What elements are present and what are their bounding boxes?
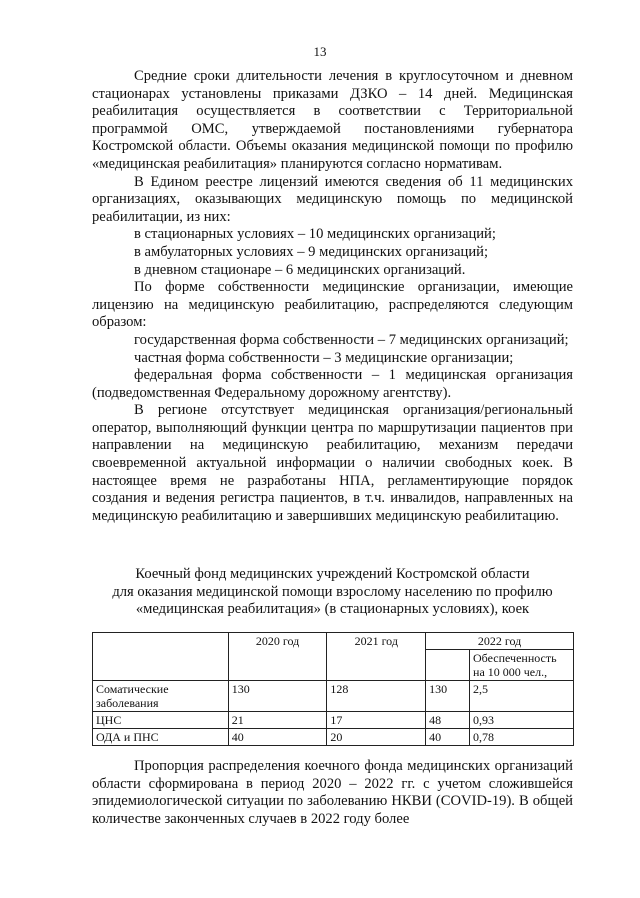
header-cell-2020: 2020 год [228, 633, 327, 681]
paragraph-routing-center: В регионе отсутствует медицинская организация/региональный оператор, выполняющий функции центра по маршрутизации пациентов при направлении на медицинскую реабилитацию, механизм передачи своевременной актуальной информации о наличии свободных коек. В настоящее время не разработаны НПА, регламентирующие порядок создания и ведения регистра пациентов, в т.ч. инвалидов, направленных на медицинскую реабилитацию и завершивших медицинскую реабилитацию. [92, 402, 573, 524]
table-caption-line: для оказания медицинской помощи взрослому населению по профилю [112, 583, 553, 600]
cell-2022: 48 [426, 712, 470, 729]
bed-fund-table [92, 632, 574, 746]
row-name: ОДА и ПНС [93, 729, 229, 746]
header-cell-2022: 2022 год [426, 633, 574, 650]
table-header-row [93, 633, 574, 650]
list-item-inpatient: в стационарных условиях – 10 медицинских организаций; [134, 226, 496, 243]
paragraph-ownership: По форме собственности медицинские организации, имеющие лицензию на медицинскую реабилитацию, распределяются следующим образом: [92, 279, 573, 331]
paragraph-rehab-terms: Средние сроки длительности лечения в круглосуточном и дневном стационарах установлены приказами ДЗКО – 14 дней. Медицинская реабилитация осуществляется в соответствии с Территориальной программой ОМС, утверждаемой постановлениями губернатора Костромской области. Объемы оказания медицинской помощи по профилю «медицинская реабилитация» планируются согласно нормативам. [92, 68, 573, 172]
cell-2020: 21 [228, 712, 327, 729]
table-caption [92, 566, 573, 619]
cell-2020: 40 [228, 729, 327, 746]
list-item-day-hospital: в дневном стационаре – 6 медицинских организаций. [134, 261, 466, 278]
subheader-cell-provision: Обеспеченность на 10 000 чел., [470, 650, 574, 681]
table-caption-line: «медицинская реабилитация» (в стационарных условиях), коек [135, 601, 530, 618]
cell-2021: 17 [327, 712, 426, 729]
cell-2022: 40 [426, 729, 470, 746]
list-item-private-ownership: частная форма собственности – 3 медицинские организации; [134, 349, 514, 366]
cell-provision: 0,93 [470, 712, 574, 729]
table-caption-line: Коечный фонд медицинских учреждений Костромской области [135, 566, 530, 582]
cell-provision: 2,5 [470, 681, 574, 712]
list-item-outpatient: в амбулаторных условиях – 9 медицинских организаций; [134, 243, 489, 260]
table-row [93, 681, 574, 712]
table-row [93, 712, 574, 729]
cell-provision: 0,78 [470, 729, 574, 746]
table-row [93, 729, 574, 746]
closing-text [92, 758, 573, 828]
cell-2021: 20 [327, 729, 426, 746]
paragraph-license-registry: В Едином реестре лицензий имеются сведения об 11 медицинских организациях, оказывающих медицинскую помощь по медицинской реабилитации, из них: [92, 173, 573, 225]
list-item-federal-ownership: федеральная форма собственности – 1 медицинская организация (подведомственная Федеральному дорожному агентству). [92, 367, 573, 401]
page-number: 13 [313, 44, 327, 59]
cell-2021: 128 [327, 681, 426, 712]
row-name: Соматические заболевания [93, 681, 229, 712]
subheader-cell-empty [426, 650, 470, 681]
cell-2022: 130 [426, 681, 470, 712]
header-cell-empty [93, 633, 229, 681]
cell-2020: 130 [228, 681, 327, 712]
header-cell-2021: 2021 год [327, 633, 426, 681]
row-name: ЦНС [93, 712, 229, 729]
main-text [92, 68, 573, 525]
list-item-state-ownership: государственная форма собственности – 7 медицинских организаций; [134, 331, 569, 348]
paragraph-bed-proportion: Пропорция распределения коечного фонда медицинских организаций области сформирована в период 2020 – 2022 гг. с учетом сложившейся эпидемиологической ситуации по заболеванию НКВИ (COVID-19). В общей количестве законченных случаев в 2022 году более [92, 758, 573, 827]
